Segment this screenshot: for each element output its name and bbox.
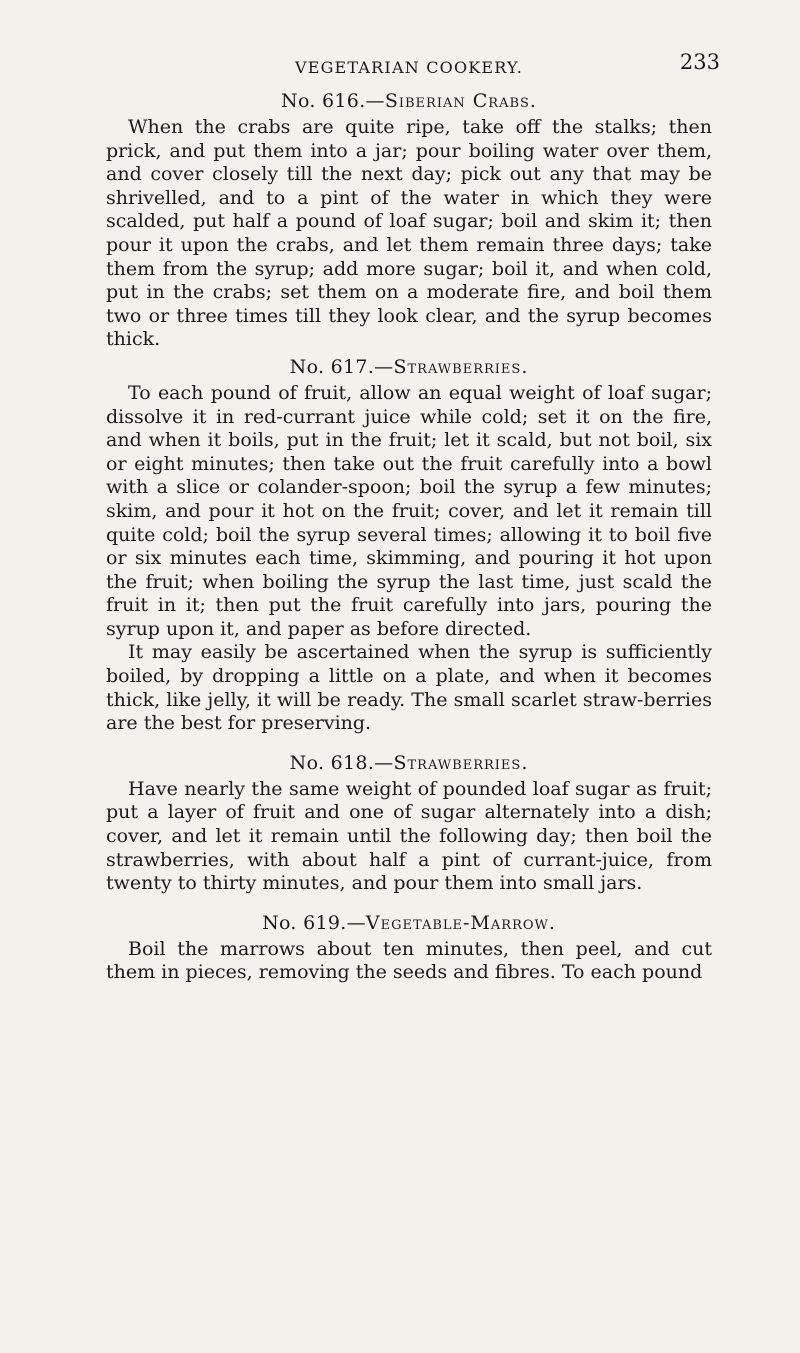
recipe-name: Vegetable-Marrow. (365, 911, 556, 934)
recipe-paragraph: To each pound of fruit, allow an equal weight of loaf sugar; dissolve it in red-currant juice while cold; set it on the fire, and when it boils, put in the fruit; let it scald, but not boil, six or eight minutes; then take out the fruit carefully into a bowl with a slice or colander-spoon; boil the syrup a few minutes; skim, and pour it hot on the fruit; cover, and let it remain till quite cold; boil the syrup several times; allowing it to boil five or six minutes each time, skimming, and pouring it hot upon the fruit; when boiling the syrup the last time, just scald the fruit in it; then put the fruit carefully into jars, pouring the syrup upon it, and paper as before directed. (106, 381, 712, 640)
recipe-paragraph: Boil the marrows about ten minutes, then peel, and cut them in pieces, removing the seeds and fibres. To each pound (106, 937, 712, 984)
recipe-paragraph: Have nearly the same weight of pounded loaf sugar as fruit; put a layer of fruit and one of sugar alternately into a dish; cover, and let it remain until the following day; then boil the strawberries, with about half a pint of currant-juice, from twenty to thirty minutes, and pour them into small jars. (106, 777, 712, 895)
recipe-number: No. 619. (262, 911, 347, 934)
page-number: 233 (679, 50, 720, 74)
recipe-619 (106, 912, 712, 985)
recipe-number: No. 616. (281, 90, 366, 112)
running-head (106, 50, 720, 86)
recipe-paragraph: It may easily be ascertained when the syrup is sufficiently boiled, by dropping a little on a plate, and when it becomes thick, like jelly, it will be ready. The small scarlet straw-berries are the best for preserving. (106, 641, 712, 735)
section-gap (106, 736, 712, 748)
recipe-heading: No. 617.—Strawberries. (289, 355, 529, 378)
recipe-618 (106, 752, 712, 896)
section-gap (106, 896, 712, 908)
recipe-name: Siberian Crabs. (384, 90, 537, 112)
running-title: VEGETARIAN COOKERY. (294, 58, 524, 77)
recipe-heading: No. 619.—Vegetable-Marrow. (262, 911, 556, 934)
recipe-617 (106, 356, 712, 736)
recipe-paragraph: When the crabs are quite ripe, take off the stalks; then prick, and put them into a jar; pour boiling water over them, and cover closely till the next day; pick out any that may be shrivelled, and to a pint of the water in which they were scalded, put half a pound of loaf sugar; boil and skim it; then pour it upon the crabs, and let them remain three days; take them from the syrup; add more sugar; boil it, and when cold, put in the crabs; set them on a moderate fire, and boil them two or three times till they look clear, and the syrup becomes thick. (106, 116, 712, 351)
recipe-heading: No. 616.—Siberian Crabs. (281, 90, 537, 112)
recipe-name: Strawberries. (393, 355, 529, 378)
recipe-name: Strawberries. (393, 751, 529, 774)
recipe-616 (106, 90, 712, 352)
recipe-number: No. 618. (289, 751, 375, 774)
recipe-number: No. 617. (289, 355, 375, 378)
recipe-heading: No. 618.—Strawberries. (289, 751, 529, 774)
